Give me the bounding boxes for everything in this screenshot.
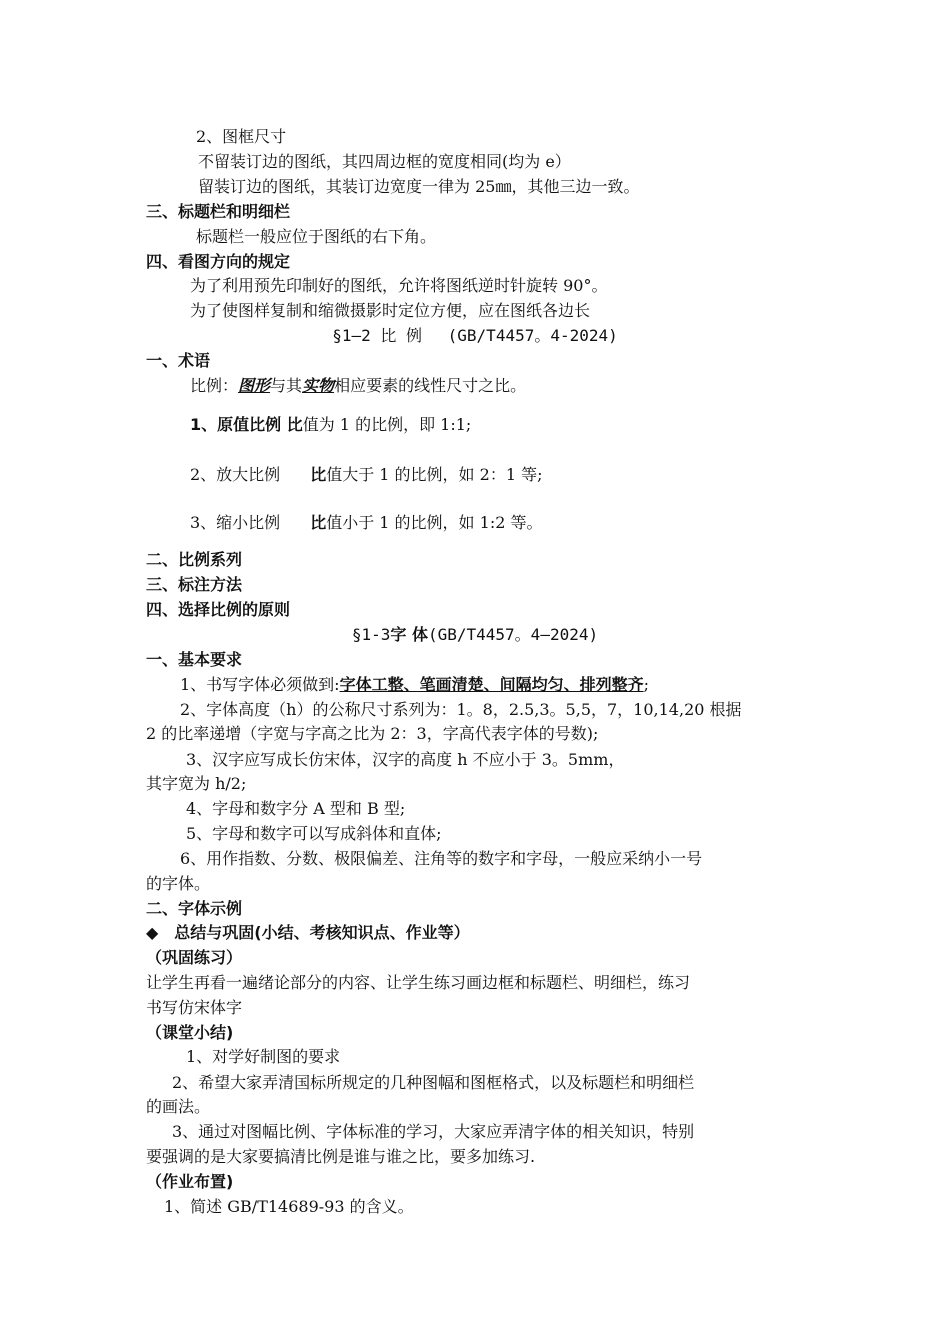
scale-section-title: §1—2 比 例 (GB/T4457。4-2024)	[332, 326, 618, 345]
scale-definition-word-object: 实物	[302, 376, 335, 395]
requirement-6-line-1: 6、用作指数、分数、极限偏差、注角等的数字和字母，一般应采纳小一号	[180, 849, 703, 868]
view-direction-para-1: 为了利用预先印制好的图纸，允许将图纸逆时针旋转 90°。	[190, 276, 608, 295]
recap-item-2-line-1: 2、希望大家弄清国标所规定的几种图幅和图框格式，以及标题栏和明细栏	[172, 1073, 695, 1092]
recap-item-2-line-2: 的画法。	[146, 1097, 211, 1116]
recap-heading: （课堂小结)	[146, 1023, 234, 1042]
terms-heading: 一、术语	[146, 351, 211, 370]
scale-item-original-text: 值为 1 的比例，即 1:1;	[302, 415, 472, 434]
scale-item-original-title: 1、原值比例 比	[190, 415, 303, 434]
font-section-title	[0, 624, 950, 646]
view-direction-heading: 四、看图方向的规定	[146, 252, 291, 271]
requirement-1-prefix: 1、书写字体必须做到:	[180, 675, 340, 694]
scale-definition-word-figure: 图形	[238, 376, 271, 395]
scale-item-reduce-title: 3、缩小比例	[190, 513, 281, 532]
font-section-bold: 字 体	[390, 625, 428, 644]
requirement-1-emphasis: 字体工整、笔画清楚、间隔均匀、排列整齐	[339, 675, 644, 694]
scale-item-enlarge	[190, 464, 542, 486]
practice-heading: （巩固练习）	[146, 948, 243, 967]
scale-definition-mid: 与其	[270, 376, 303, 395]
requirement-6-line-2: 的字体。	[146, 874, 211, 893]
frame-binding-text: 留装订边的图纸，其装订边宽度一律为 25㎜，其他三边一致。	[198, 177, 640, 196]
view-direction-para-2: 为了使图样复制和缩微摄影时定位方便，应在图纸各边长	[190, 301, 591, 320]
requirement-2-line-2: 2 的比率递增（字宽与字高之比为 2：3，字高代表字体的号数);	[146, 724, 599, 743]
scale-definition	[190, 375, 526, 397]
requirement-1	[180, 674, 649, 696]
title-block-heading: 三、标题栏和明细栏	[146, 202, 291, 221]
recap-item-3-line-2: 要强调的是大家要搞清比例是谁与谁之比，要多加练习.	[146, 1147, 536, 1166]
practice-line-2: 书写仿宋体字	[146, 998, 243, 1017]
recap-item-1: 1、对学好制图的要求	[186, 1047, 341, 1066]
scale-item-original	[190, 414, 471, 436]
requirement-3-line-2: 其字宽为 h/2;	[146, 774, 247, 793]
scale-item-enlarge-text: 值大于 1 的比例，如 2：1 等;	[326, 465, 543, 484]
scale-definition-prefix: 比例：	[190, 376, 239, 395]
requirement-2-line-1: 2、字体高度（h）的公称尺寸系列为：1。8，2.5,3。5,5，7，10,14,20 根据	[180, 700, 742, 719]
font-section-suffix: (GB/T4457。4—2024)	[427, 625, 599, 644]
requirement-4: 4、字母和数字分 A 型和 B 型;	[186, 799, 406, 818]
font-example-heading: 二、字体示例	[146, 899, 243, 918]
practice-line-1: 让学生再看一遍绪论部分的内容、让学生练习画边框和标题栏、明细栏，练习	[146, 973, 691, 992]
scale-definition-suffix: 相应要素的线性尺寸之比。	[334, 376, 527, 395]
annotation-method-heading: 三、标注方法	[146, 575, 243, 594]
scale-series-heading: 二、比例系列	[146, 550, 243, 569]
homework-heading: （作业布置)	[146, 1172, 234, 1191]
frame-size-heading: 2、图框尺寸	[196, 127, 287, 146]
scale-item-reduce-bold: 比	[310, 513, 327, 532]
requirement-3-line-1: 3、汉字应写成长仿宋体，汉字的高度 h 不应小于 3。5mm，	[186, 750, 625, 769]
basic-requirements-heading: 一、基本要求	[146, 650, 243, 669]
scale-item-reduce-text: 值小于 1 的比例，如 1:2 等。	[326, 513, 543, 532]
title-block-text: 标题栏一般应位于图纸的右下角。	[196, 227, 437, 246]
frame-no-binding-text: 不留装订边的图纸，其四周边框的宽度相同(均为 e）	[198, 152, 571, 171]
scale-item-reduce	[190, 512, 542, 534]
homework-item-1: 1、简述 GB/T14689-93 的含义。	[164, 1197, 414, 1216]
requirement-1-suffix: ;	[643, 675, 649, 694]
recap-item-3-line-1: 3、通过对图幅比例、字体标准的学习，大家应弄清字体的相关知识，特别	[172, 1122, 695, 1141]
summary-heading: ◆ 总结与巩固(小结、考核知识点、作业等）	[146, 923, 470, 942]
requirement-5: 5、字母和数字可以写成斜体和直体;	[186, 824, 442, 843]
scale-principle-heading: 四、选择比例的原则	[146, 600, 291, 619]
font-section-prefix: §1-3	[351, 625, 391, 644]
scale-item-enlarge-bold: 比	[310, 465, 327, 484]
scale-item-enlarge-title: 2、放大比例	[190, 465, 281, 484]
